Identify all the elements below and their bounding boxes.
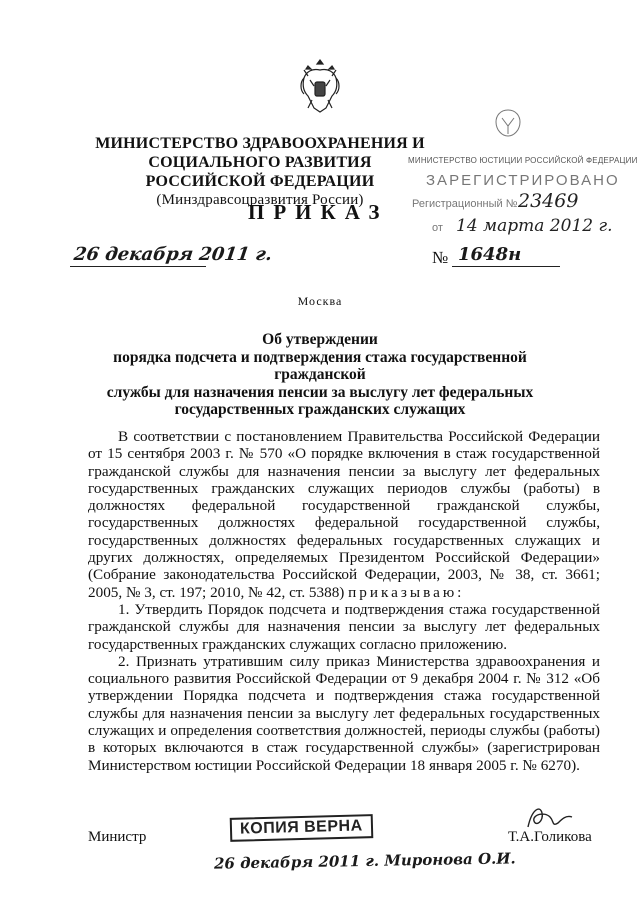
stamp-regdate-label: от (432, 222, 443, 234)
stamp-regdate-value: 14 марта 2012 г. (456, 216, 613, 236)
order-date: 26 декабря 2011 г. (72, 244, 274, 265)
ministry-name-line1: МИНИСТЕРСТВО ЗДРАВООХРАНЕНИЯ И СОЦИАЛЬНОГО РАЗВИТИЯ (95, 135, 425, 171)
city: Москва (297, 294, 343, 308)
preamble-text: В соответствии с постановлением Правительства Российской Федерации от 15 сентября 2003 г. № 570 «О порядке включения в стаж государственной гражданской службы для назначения пенсии за выслугу лет федеральных государственных гражданских служащих периодов службы (работы) в должностях федеральной государственной гражданской службы, государственных должностях федеральной государственной службы, государственных должностях федеральных государственных служащих и других должностях, определяемых Президентом Российской Федерации» (Собрание законодательства Российской Федерации, 2003, № 38, ст. 3661; 2005, № 3, ст. 197; 2010, № 42, ст. 5388) (88, 428, 600, 601)
order-number-sign: № (432, 248, 449, 267)
paragraph-item-1: 1. Утвердить Порядок подсчета и подтверждения стажа государственной гражданской службы для назначения пенсии за выслугу лет федеральных государственных гражданских служащих согласно приложению. (88, 600, 600, 653)
ministry-name-line2: РОССИЙСКОЙ ФЕДЕРАЦИИ (145, 173, 375, 190)
coat-of-arms-emblem (298, 56, 342, 116)
registration-stamp (408, 150, 638, 242)
date-underline (70, 266, 206, 267)
number-underline (452, 266, 560, 267)
seal-emblem-icon (488, 106, 528, 140)
signer-name: Т.А.Голикова (508, 829, 592, 845)
title-line: Об утверждении (262, 331, 378, 348)
paragraph-item-2: 2. Признать утратившим силу приказ Министерства здравоохранения и социального развития Российской Федерации от 9 декабря 2004 г. № 312 «Об утверждении Порядка подсчета и подтверждения стажа государственной службы для назначения пенсии за выслугу лет федеральных государственных служащих и определения соответствия должностей, периоды службы (работы) в которых включаются в стаж государственной службы» (зарегистрирован Министерством юстиции Российской Федерации 18 января 2005 г. № 6270). (88, 652, 600, 774)
copy-certification-note: 26 декабря 2011 г. Миронова О.И. (213, 849, 516, 873)
paragraph-preamble (88, 428, 600, 601)
ministry-short-name: (Минздравсоцразвития России) (156, 192, 364, 208)
ministry-name (80, 134, 440, 210)
document-body (88, 428, 600, 774)
stamp-ministry-of-justice: МИНИСТЕРСТВО ЮСТИЦИИ РОССИЙСКОЙ ФЕДЕРАЦИИ (408, 156, 638, 165)
document-subject-title (80, 331, 560, 419)
stamp-regnum-value: 23469 (518, 190, 579, 212)
stamp-registered-label: ЗАРЕГИСТРИРОВАНО (426, 172, 620, 189)
order-directive: приказываю: (348, 583, 465, 601)
minister-label: Министр (88, 829, 147, 845)
document-type-title: ПРИКАЗ (248, 200, 389, 224)
order-number: 1648н (458, 244, 522, 265)
title-line: порядка подсчета и подтверждения стажа государственной гражданской (113, 348, 527, 383)
title-line: службы для назначения пенсии за выслугу лет федеральных (106, 383, 534, 401)
title-line: государственных гражданских служащих (174, 401, 466, 418)
copy-certified-stamp: КОПИЯ ВЕРНА (230, 814, 373, 842)
stamp-regnum-label: Регистрационный № (412, 198, 518, 210)
